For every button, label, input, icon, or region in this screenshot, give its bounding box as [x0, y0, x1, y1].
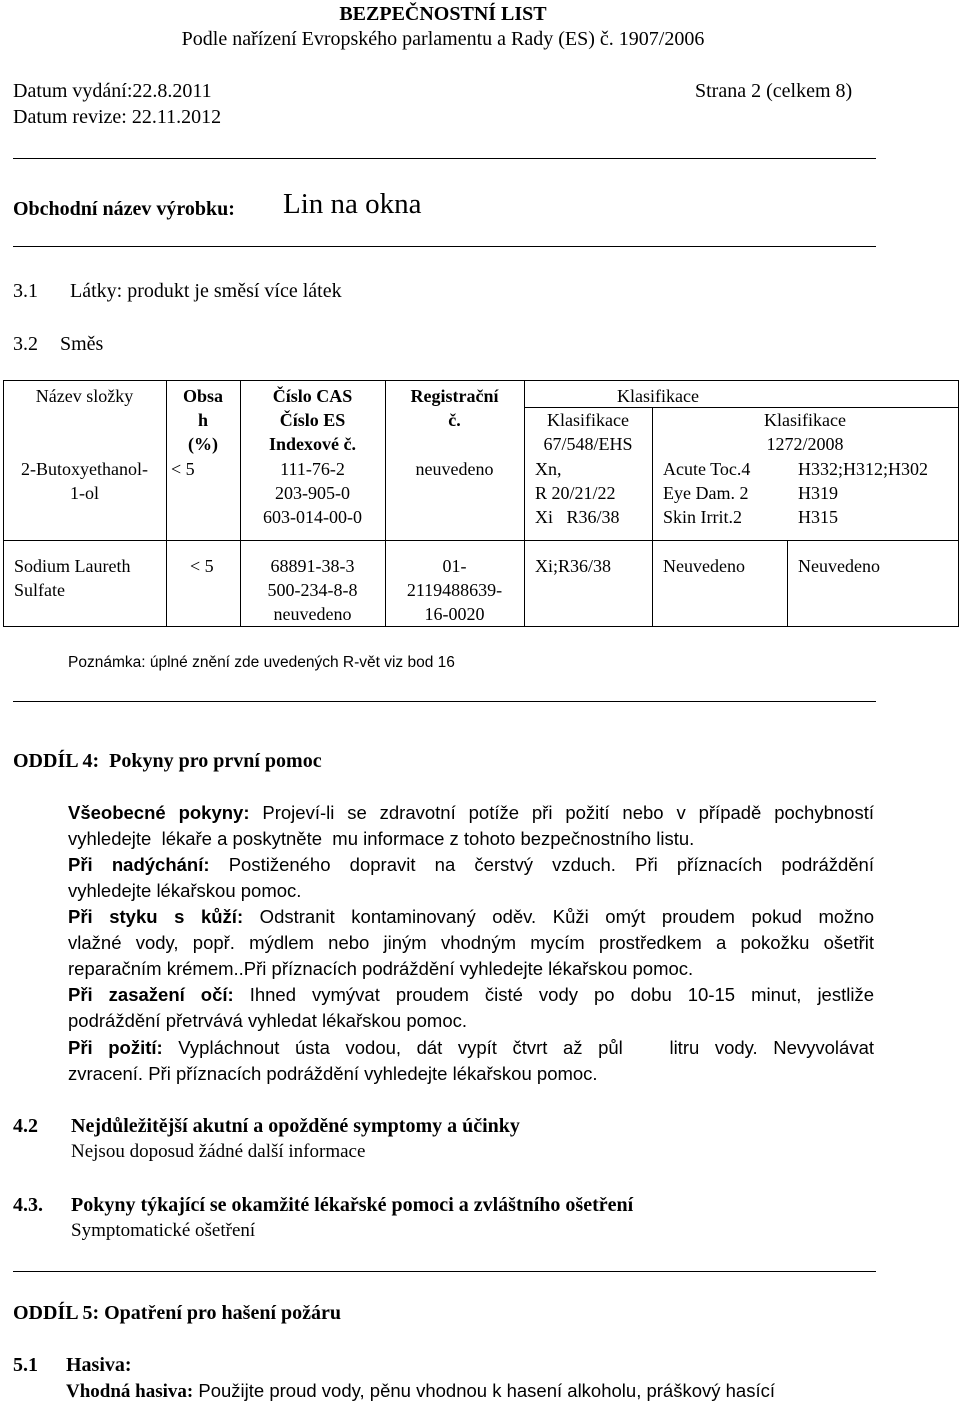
suitable-extinguishers-text: Použijte proud vody, pěnu vhodnou k hasení alkoholu, práškový hasící [193, 1380, 775, 1401]
row1-es: 203-905-0 [275, 483, 350, 503]
issue-date: Datum vydání:22.8.2011 [13, 80, 212, 102]
section-4-2-text: Nejsou doposud žádné další informace [71, 1141, 366, 1162]
header-class-1272-2: 1272/2008 [766, 434, 844, 454]
header-share-3: (%) [188, 434, 218, 454]
section-3-1-label: Látky: [70, 280, 123, 302]
row2-cas: 68891-38-3 [270, 556, 355, 576]
eye-instructions [68, 982, 874, 1034]
inhalation-instructions [68, 852, 874, 904]
row2-registration-3: 16-0020 [424, 604, 485, 624]
header-class-67-1: Klasifikace [547, 410, 629, 430]
product-rule [13, 246, 876, 247]
row2-name-1: Sodium Laureth [14, 556, 131, 576]
row1-class67-3: Xi R36/38 [535, 507, 620, 527]
header-registration-2: č. [448, 410, 461, 430]
section-4-2-number: 4.2 [13, 1115, 38, 1137]
skin-text-1: Odstranit kontaminovaný oděv. Kůži omýt proudem pokud možno [243, 906, 874, 927]
revision-date: Datum revize: 22.11.2012 [13, 106, 222, 128]
header-classification: Klasifikace [617, 386, 699, 406]
eye-label: Při zasažení očí: [68, 984, 234, 1005]
row1-class-3: Skin Irrit.2 [663, 507, 742, 527]
ingestion-instructions [68, 1035, 874, 1087]
product-name: Lin na okna [283, 188, 422, 220]
section-5-1-title: Hasiva: [66, 1354, 132, 1376]
row1-name-2: 1-ol [70, 483, 99, 503]
row1-class-2: Eye Dam. 2 [663, 483, 749, 503]
suitable-extinguishers [66, 1380, 775, 1403]
section-4-3-title: Pokyny týkající se okamžité lékařské pomoci a zvláštního ošetření [71, 1194, 634, 1216]
row2-es: 500-234-8-8 [267, 580, 358, 600]
skin-label: Při styku s kůží: [68, 906, 244, 927]
row2-index: neuvedeno [273, 604, 352, 624]
header-index: Indexové č. [269, 434, 356, 454]
general-label: Všeobecné pokyny: [68, 802, 250, 823]
row1-h-3: H315 [798, 507, 838, 527]
row1-index: 603-014-00-0 [263, 507, 362, 527]
section-5-heading: ODDÍL 5: Opatření pro hašení požáru [13, 1302, 341, 1324]
table-border-right [958, 380, 959, 627]
header-class-1272-1: Klasifikace [764, 410, 846, 430]
inhalation-text-2: vyhledejte lékařskou pomoc. [68, 880, 302, 901]
ingestion-text-2: zvracení. Při příznacích podráždění vyhledejte lékařskou pomoc. [68, 1063, 598, 1084]
row1-registration: neuvedeno [415, 459, 494, 479]
row2-name-2: Sulfate [14, 580, 65, 600]
skin-instructions [68, 904, 874, 982]
skin-text-2: vlažné vody, popř. mýdlem nebo jiným vhodným mycím prostředkem a pokožku ošetřit [68, 932, 874, 953]
inhalation-label: Při nadýchání: [68, 854, 210, 875]
row1-h-2: H319 [798, 483, 838, 503]
header-es: Číslo ES [279, 410, 346, 430]
header-registration-1: Registrační [410, 386, 499, 406]
row2-registration-1: 01- [442, 556, 467, 576]
row2-registration-2: 2119488639- [406, 580, 503, 600]
header-share-1: Obsa [182, 386, 224, 406]
header-class-67-2: 67/548/EHS [543, 434, 633, 454]
table-note: Poznámka: úplné znění zde uvedených R-vět viz bod 16 [68, 654, 455, 671]
row1-cas: 111-76-2 [280, 459, 345, 479]
general-text-2: vyhledejte lékaře a poskytněte mu informace z tohoto bezpečnostního listu. [68, 828, 695, 849]
row2-share: < 5 [190, 556, 214, 576]
section-4-3-number: 4.3. [13, 1194, 43, 1216]
section-5-1-number: 5.1 [13, 1354, 38, 1376]
document-subtitle: Podle nařízení Evropského parlamentu a Rady (ES) č. 1907/2006 [181, 28, 705, 50]
document-title: BEZPEČNOSTNÍ LIST [339, 3, 547, 25]
row2-class: Neuvedeno [663, 556, 745, 576]
header-cas: Číslo CAS [272, 386, 353, 406]
section-3-2-number: 3.2 [13, 333, 38, 355]
general-text-1: Projeví-li se zdravotní potíže při požití nebo v případě pochybností [249, 802, 874, 823]
table-col-divider [787, 540, 788, 627]
table-border-bottom [3, 626, 959, 627]
header-component-name: Název složky [35, 386, 134, 406]
row1-class67-1: Xn, [535, 459, 562, 479]
section-3-1-text: produkt je směsí více látek [127, 280, 342, 302]
section-3-1 [13, 280, 342, 303]
page-number: Strana 2 (celkem 8) [695, 80, 853, 102]
section-3-2-text: Směs [60, 333, 104, 355]
header-share-2: h [197, 410, 208, 430]
section-4-heading: ODDÍL 4: Pokyny pro první pomoc [13, 750, 322, 772]
section-3-1-number: 3.1 [13, 280, 38, 302]
row1-name-1: 2-Butoxyethanol- [21, 459, 148, 479]
row1-class67-2: R 20/21/22 [535, 483, 616, 503]
section-4-3-text: Symptomatické ošetření [71, 1220, 256, 1241]
section-3-2 [13, 333, 103, 356]
row2-h: Neuvedeno [798, 556, 880, 576]
row1-share: < 5 [171, 459, 195, 479]
product-label: Obchodní název výrobku: [13, 198, 235, 220]
inhalation-text-1: Postiženého dopravit na čerstvý vzduch. Při příznacích podráždění [209, 854, 874, 875]
ingestion-label: Při požití: [68, 1037, 163, 1058]
header-rule [13, 158, 876, 159]
note-rule [13, 701, 876, 702]
ingestion-text-1: Vypláchnout ústa vodou, dát vypít čtvrt až půl litru vody. Nevyvolávat [162, 1037, 874, 1058]
table-row-divider [3, 540, 959, 541]
eye-text-2: podráždění přetrvává vyhledat lékařskou pomoc. [68, 1010, 467, 1031]
general-instructions [68, 800, 874, 852]
eye-text-1: Ihned vymývat proudem čisté vody po dobu 10-15 minut, jestliže [233, 984, 874, 1005]
row1-class-1: Acute Toc.4 [663, 459, 751, 479]
section-5-rule [13, 1271, 876, 1272]
row2-class67: Xi;R36/38 [535, 556, 612, 576]
table-border-top [3, 380, 959, 381]
skin-text-3: reparačním krémem..Při příznacích podráždění vyhledejte lékařskou pomoc. [68, 958, 694, 979]
suitable-extinguishers-label: Vhodná hasiva: [66, 1381, 194, 1402]
section-4-2-title: Nejdůležitější akutní a opožděné symptomy a účinky [71, 1115, 520, 1137]
row1-h-1: H332;H312;H302 [798, 459, 928, 479]
